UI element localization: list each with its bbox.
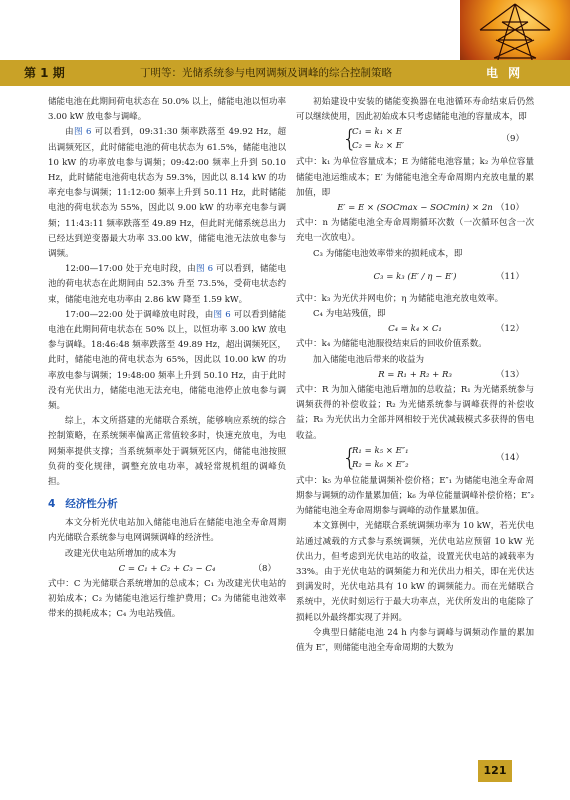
paragraph: C₃ 为储能电池效率带来的损耗成本，即: [313, 248, 463, 259]
paragraph: 式中：R 为加入储能电池后增加的总收益；R₁ 为光储系统参与调频获得的补偿收益；R₂ 为光储系统参与调峰获得的补偿收益；R₃ 为光伏出力全部并网相较于光伏减载模式多获得的售电收益。: [296, 385, 534, 441]
left-column: [48, 95, 286, 623]
equation-12: [296, 322, 534, 337]
paragraph: 式中：k₃ 为光伏并网电价；η 为储能电池充放电效率。: [296, 293, 504, 304]
equation-line: R₂ = k₆ × E″₂: [352, 459, 409, 470]
paragraph: 初始建设中安装的储能变换器在电池循环寿命结束后仍然可以继续使用，因此初始成本只考虑储能电池的容量成本，即: [296, 97, 534, 123]
paragraph: 式中：k₁ 为单位容量成本；E 为储能电池容量；k₂ 为单位容量储能电池运维成本；E′ 为储能电池全寿命周期内充放电量的累加值，即: [296, 157, 534, 198]
equation-line: C₁ = k₁ × E: [352, 127, 403, 138]
equation-14: { R₁ = k₅ × E″₁ R₂ = k₆ × E″₂ （14）: [296, 444, 534, 474]
paragraph: 本文分析光伏电站加入储能电池后在储能电池全寿命周期内光储联合系统参与电网调频调峰的经济性。: [48, 518, 286, 544]
paragraph: 由图 6 可以看到，09:31:30 频率跌落至 49.92 Hz，超出调频死区，此时储能电池的荷电状态为 61.5%，储能电池以 10 kW 的功率放电参与调频；09:42:00 频率上升到 50.10 Hz，此时储能电池荷电状态为 59.3%，因此以 8.14 kW 的功率充电参与调频；11:12:00 频率上升到 50.11 Hz，此时储能电池的荷电状态为 55%，因此以 9.00 kW 的功率充电参与调频；11:43:11 频率跌落至 49.89 Hz，但此时光储系统总出力已经达到逆变器最大功率 33.00 kW，储能电池无法放电参与调频。: [48, 127, 287, 260]
equation-number: （14）: [496, 452, 524, 463]
equation-number: （9）: [501, 134, 524, 145]
journal-name: 电 网: [486, 66, 524, 80]
paragraph: 综上，本文所搭建的光储联合系统，能够响应系统的综合控制策略，在系统频率偏离正常值较多时，快速充放电，为电网频率提供支撑；当系统频率处于调频死区内，储能电池按照负荷的变化规律，调整充放电功率，减轻常规机组的调峰负担。: [48, 416, 286, 488]
paragraph: C₄ 为电站残值，即: [313, 309, 386, 320]
equation-8: [48, 562, 286, 577]
section-number: 4: [48, 498, 56, 511]
equation-13: [296, 368, 534, 383]
paragraph: 储能电池在此期间荷电状态在 50.0% 以上，储能电池以恒功率 3.00 kW 放电参与调峰。: [48, 97, 286, 123]
paragraph: 式中：k₅ 为单位能量调频补偿价格；E″₁ 为储能电池全寿命周期参与调频的动作量累加值；k₆ 为单位能量调峰补偿价格；E″₂ 为储能电池全寿命周期参与调峰的动作量累加值。: [296, 475, 534, 517]
page-number: 121: [478, 760, 512, 782]
paragraph: 式中：k₄ 为储能电池服役结束后的回收价值系数。: [296, 339, 487, 350]
issue-label: 第 1 期: [24, 66, 65, 80]
equation-text: R = R₁ + R₂ + R₃: [378, 369, 452, 380]
equation-number: （13）: [496, 369, 524, 380]
equation-text: C = C₁ + C₂ + C₃ − C₄: [118, 563, 216, 574]
equation-10: [296, 201, 534, 216]
equation-9: { C₁ = k₁ × E C₂ = k₂ × E′ （9）: [296, 125, 534, 155]
equation-text: C₃ = k₃ (E′ / η − E′): [373, 271, 457, 282]
right-column: [296, 95, 534, 656]
equation-number: （8）: [253, 563, 276, 574]
section-title: 经济性分析: [65, 498, 118, 511]
equation-line: C₂ = k₂ × E′: [352, 141, 404, 152]
paragraph: 加入储能电池后带来的收益为: [313, 354, 425, 365]
paragraph: 改建光伏电站所增加的成本为: [65, 548, 177, 559]
equation-text: C₄ = k₄ × C₁: [388, 324, 442, 335]
section-heading: [48, 496, 286, 511]
equation-text: E′ = E × (SOCmax − SOCmin) × 2n: [337, 203, 493, 214]
paragraph: 式中：C 为光储联合系统增加的总成本；C₁ 为改建光伏电站的初始成本；C₂ 为储能电池运行维护费用；C₃ 为储能电池效率带来的损耗成本；C₄ 为电站残值。: [48, 579, 286, 620]
equation-number: （10）: [496, 203, 524, 214]
paragraph: 令典型日储能电池 24 h 内参与调峰与调频动作量的累加值为 E″，则储能电池全寿命周期的大数为: [296, 627, 534, 654]
equation-number: （12）: [496, 324, 524, 335]
paragraph: 12:00—17:00 处于充电时段，由图 6 可以看到，储能电池的荷电状态在此期间由 52.3% 升至 73.5%，受荷电状态约束，储能电池充电功率由 2.86 kW 降至 1.59 kW。: [48, 264, 286, 305]
equation-number: （11）: [496, 271, 524, 282]
equation-line: R₁ = k₅ × E″₁: [352, 445, 409, 456]
running-title: 丁明等：光储系统参与电网调频及调峰的综合控制策略: [140, 67, 392, 79]
paragraph: 17:00—22:00 处于调峰放电时段，由图 6 可以看到储能电池在此期间荷电状态在 50% 以上，以恒功率 3.00 kW 放电参与调峰。18:46:48 频率跌落至 49.89 Hz，超出调频死区，此时，储能电池的荷电状态为 65%，因此以 10.00 kW 的功率放电参与调频；19:48:00 频率上升到 50.10 Hz，由于此时没有光伏出力，储能电池无法充电，储能电池停止放电参与调频。: [48, 309, 286, 412]
paragraph: 本文算例中，光储联合系统调频功率为 10 kW，若光伏电站通过减载的方式参与系统调频，光伏电站应预留 10 kW 光伏出力，但考虑到光伏电站的收益，设置光伏电站的减载率为 33%。由于光伏电站的调频能力和光伏出力相关，即在光伏达到满发时，光伏电站具有 10 kW 的调频能力。而在光储联合系统中，光伏时刻运行于最大功率点，光伏所发出的电能除了损耗以外最终都实现了并网。: [296, 521, 534, 623]
paragraph: 式中：n 为储能电池全寿命周期循环次数（一次循环包含一次充电一次放电）。: [296, 218, 534, 244]
equation-11: [296, 262, 534, 292]
